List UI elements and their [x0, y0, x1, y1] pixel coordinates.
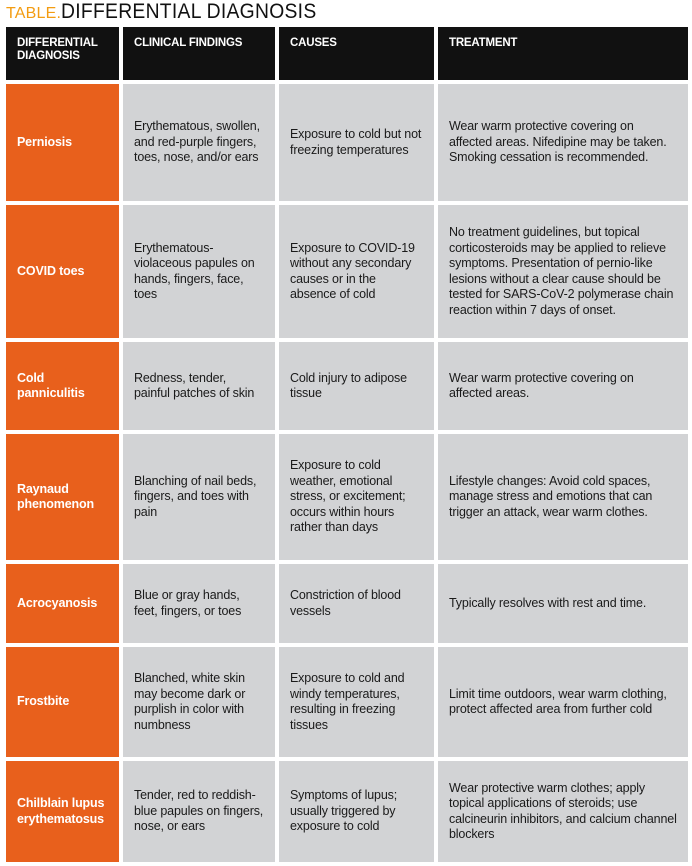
diagnosis-cell: Acrocyanosis — [6, 564, 119, 643]
findings-cell: Blanched, white skin may become dark or purplish in color with numbness — [123, 647, 275, 757]
header-clinical-findings: CLINICAL FINDINGS — [123, 27, 275, 80]
diagnosis-cell: Raynaud phenomenon — [6, 434, 119, 560]
diagnosis-cell: Cold panniculitis — [6, 342, 119, 430]
table-row — [6, 84, 688, 201]
header-differential-diagnosis: DIFFERENTIAL DIAGNOSIS — [6, 27, 119, 80]
findings-cell: Tender, red to reddish-blue papules on fingers, nose, or ears — [123, 761, 275, 862]
header-causes: CAUSES — [279, 27, 434, 80]
causes-cell: Exposure to cold but not freezing temperatures — [279, 84, 434, 201]
treatment-cell: Wear warm protective covering on affected areas. Nifedipine may be taken. Smoking cessation is recommended. — [438, 84, 688, 201]
findings-cell: Blanching of nail beds, fingers, and toes with pain — [123, 434, 275, 560]
table-row — [6, 434, 688, 560]
causes-cell: Exposure to cold and windy temperatures, resulting in freezing tissues — [279, 647, 434, 757]
diagnosis-cell: Frostbite — [6, 647, 119, 757]
table-label: TABLE — [6, 5, 57, 22]
table-row — [6, 342, 688, 430]
diagnosis-cell: Perniosis — [6, 84, 119, 201]
diagnosis-cell: Chilblain lupus erythematosus — [6, 761, 119, 862]
table-header-row — [6, 27, 688, 80]
table-title — [6, 0, 339, 24]
diagnosis-cell: COVID toes — [6, 205, 119, 338]
treatment-cell: Typically resolves with rest and time. — [438, 564, 688, 643]
table-row — [6, 564, 688, 643]
page-title: DIFFERENTIAL DIAGNOSIS — [60, 0, 317, 23]
causes-cell: Symptoms of lupus; usually triggered by exposure to cold — [279, 761, 434, 862]
findings-cell: Redness, tender, painful patches of skin — [123, 342, 275, 430]
causes-cell: Constriction of blood vessels — [279, 564, 434, 643]
causes-cell: Exposure to cold weather, emotional stress, or excitement; occurs within hours rather than days — [279, 434, 434, 560]
table-row — [6, 205, 688, 338]
treatment-cell: Wear warm protective covering on affected areas. — [438, 342, 688, 430]
causes-cell: Cold injury to adipose tissue — [279, 342, 434, 430]
findings-cell: Erythematous, swollen, and red-purple fingers, toes, nose, and/or ears — [123, 84, 275, 201]
differential-diagnosis-table — [2, 23, 692, 866]
treatment-cell: Wear protective warm clothes; apply topical applications of steroids; use calcineurin inhibitors, and calcium channel blockers — [438, 761, 688, 862]
table-row — [6, 647, 688, 757]
header-treatment: TREATMENT — [438, 27, 688, 80]
table-row — [6, 761, 688, 862]
findings-cell: Blue or gray hands, feet, fingers, or toes — [123, 564, 275, 643]
causes-cell: Exposure to COVID-19 without any secondary causes or in the absence of cold — [279, 205, 434, 338]
treatment-cell: No treatment guidelines, but topical corticosteroids may be applied to relieve symptoms. Presentation of pernio-like lesions without a clear cause should be tested for SARS-CoV-2 polymerase chain reaction within 7 days of onset. — [438, 205, 688, 338]
findings-cell: Erythematous-violaceous papules on hands, fingers, face, toes — [123, 205, 275, 338]
title-separator: . — [56, 5, 61, 22]
treatment-cell: Limit time outdoors, wear warm clothing, protect affected area from further cold — [438, 647, 688, 757]
treatment-cell: Lifestyle changes: Avoid cold spaces, manage stress and emotions that can trigger an attack, wear warm clothes. — [438, 434, 688, 560]
